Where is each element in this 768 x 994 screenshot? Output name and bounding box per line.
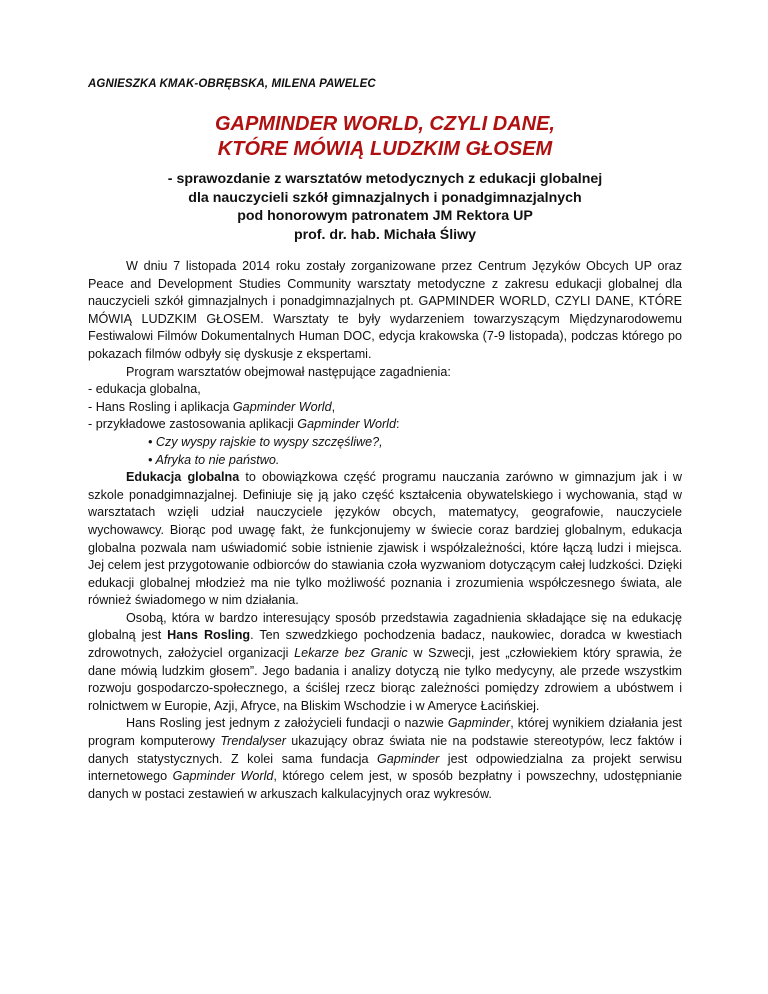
list-item-text: - przykładowe zastosowania aplikacji [88,417,298,432]
list-item [88,416,682,434]
paragraph-text: w Szwecji, jest „człowiekiem który sprawia, że dane mówią ludzkim głosem”. Jego badania i analizy dotyczą nie tylko medycyny, ale przede wszystkim rozwoju gospodarczo-społecznego, a ściślej rzecz biorąc zależności pomiędzy zdrowiem a ubóstwem i rolnictwem w Europie, Azji, Afryce, na Bliskim Wschodzie i w Ameryce Łacińskiej. [88,646,682,713]
subtitle-line-3: pod honorowym patronatem JM Rektora UP [237,208,533,224]
paragraph-text: Hans Rosling jest jednym z założycieli fundacji o nazwie [126,716,448,731]
term-global-education: Edukacja globalna [126,470,240,485]
emphasis: Trendalyser [220,734,286,749]
bullet-item: • Czy wyspy rajskie to wyspy szczęśliwe?, [148,434,383,449]
paragraph-text: Osobą, która w bardzo interesujący sposób przedstawia zagadnienia składające się na edukację globalną jest [88,610,682,643]
organization-name: Lekarze bez Granic [294,646,408,661]
title-line-1: GAPMINDER WORLD, CZYLI DANE, [215,113,555,135]
paragraph-gapminder [88,715,682,803]
list-item-punct: : [395,417,400,432]
document-subtitle [88,170,682,244]
paragraph-intro: W dniu 7 listopada 2014 roku zostały zorganizowane przez Centrum Języków Obcych UP oraz Peace and Development Studies Community warsztaty metodyczne z zakresu edukacji globalnej dla nauczycieli szkół gimnazjalnych i ponadgimnazjalnych pt. GAPMINDER WORLD, CZYLI DANE, KTÓRE MÓWIĄ LUDZKIM GŁOSEM. Warsztaty te były wydarzeniem towarzyszącym Międzynarodowemu Festiwalowi Filmów Dokumentalnych Human DOC, edycja krakowska (7-9 listopada), podczas którego po pokazach filmów odbyły się dyskusje z ekspertami. [88,259,682,361]
paragraph-text: , której wynikiem działania jest program komputerowy [88,716,683,749]
document-page [88,78,682,803]
list-item [88,399,682,417]
paragraph-text: to obowiązkowa część programu nauczania zarówno w gimnazjum jak i w szkole ponadgimnazjalnej. Definiuje się ją jako część kształcenia obywatelskiego i wychowania, stąd w warsztatach wzięli udział nauczyciele języków obcych, matematycy, geografowie, nauczyciele wychowawcy. Biorąc pod uwagę fakt, że funkcjonujemy w świecie coraz bardziej globalnym, edukacja globalna pozwala nam uświadomić sobie istnienie zjawisk i współzależności, które łączą ludzi i miejsca. Jej celem jest przygotowanie odbiorców do stawiania czoła wyzwaniom dotyczącym całej ludzkości. Dzięki edukacji globalnej młodzież ma nie tylko możliwość poznania i zrozumienia współczesnego świata, ale również świadomego w nim działania. [88,470,683,608]
emphasis: Gapminder World [172,769,274,784]
program-list [88,381,682,469]
list-item-emphasis: Gapminder World [297,417,396,432]
list-item: - edukacja globalna, [88,382,201,397]
name-hans-rosling: Hans Rosling [167,628,251,643]
title-line-2: KTÓRE MÓWIĄ LUDZKIM GŁOSEM [217,138,553,160]
subtitle-line-1: - sprawozdanie z warsztatów metodycznych z edukacji globalnej [167,171,603,187]
paragraph-text: , którego celem jest, w sposób bezpłatny i powszechny, udostępnianie danych w postaci zestawień w arkuszach kalkulacyjnych oraz wykresów. [88,769,682,801]
emphasis: Gapminder [376,751,440,766]
paragraph-program: Program warsztatów obejmował następujące zagadnienia: [126,364,451,379]
subtitle-line-2: dla nauczycieli szkół gimnazjalnych i ponadgimnazjalnych [188,189,582,206]
paragraph-text: ukazujący obraz świata nie na podstawie stereotypów, lecz faktów i danych statystycznych. Z kolei sama fundacja [88,734,682,766]
bullet-item: • Afryka to nie państwo. [148,452,280,467]
document-title [88,112,682,162]
list-item-text: - Hans Rosling i aplikacja [88,399,233,414]
paragraph-text: jest odpowiedzialna za projekt serwisu internetowego [88,751,682,784]
paragraph-global-education [88,469,682,610]
authors-line: AGNIESZKA KMAK-OBRĘBSKA, MILENA PAWELEC [88,78,376,90]
list-item-emphasis: Gapminder World [232,399,332,414]
paragraph-hans-rosling [88,610,682,716]
subtitle-line-4: prof. dr. hab. Michała Śliwy [293,226,477,243]
paragraph-text: . Ten szwedzkiego pochodzenia badacz, naukowiec, doradca w kwestiach zdrowotnych, założyciel organizacji [88,628,683,661]
list-item-punct: , [331,399,336,414]
emphasis: Gapminder [447,716,511,731]
